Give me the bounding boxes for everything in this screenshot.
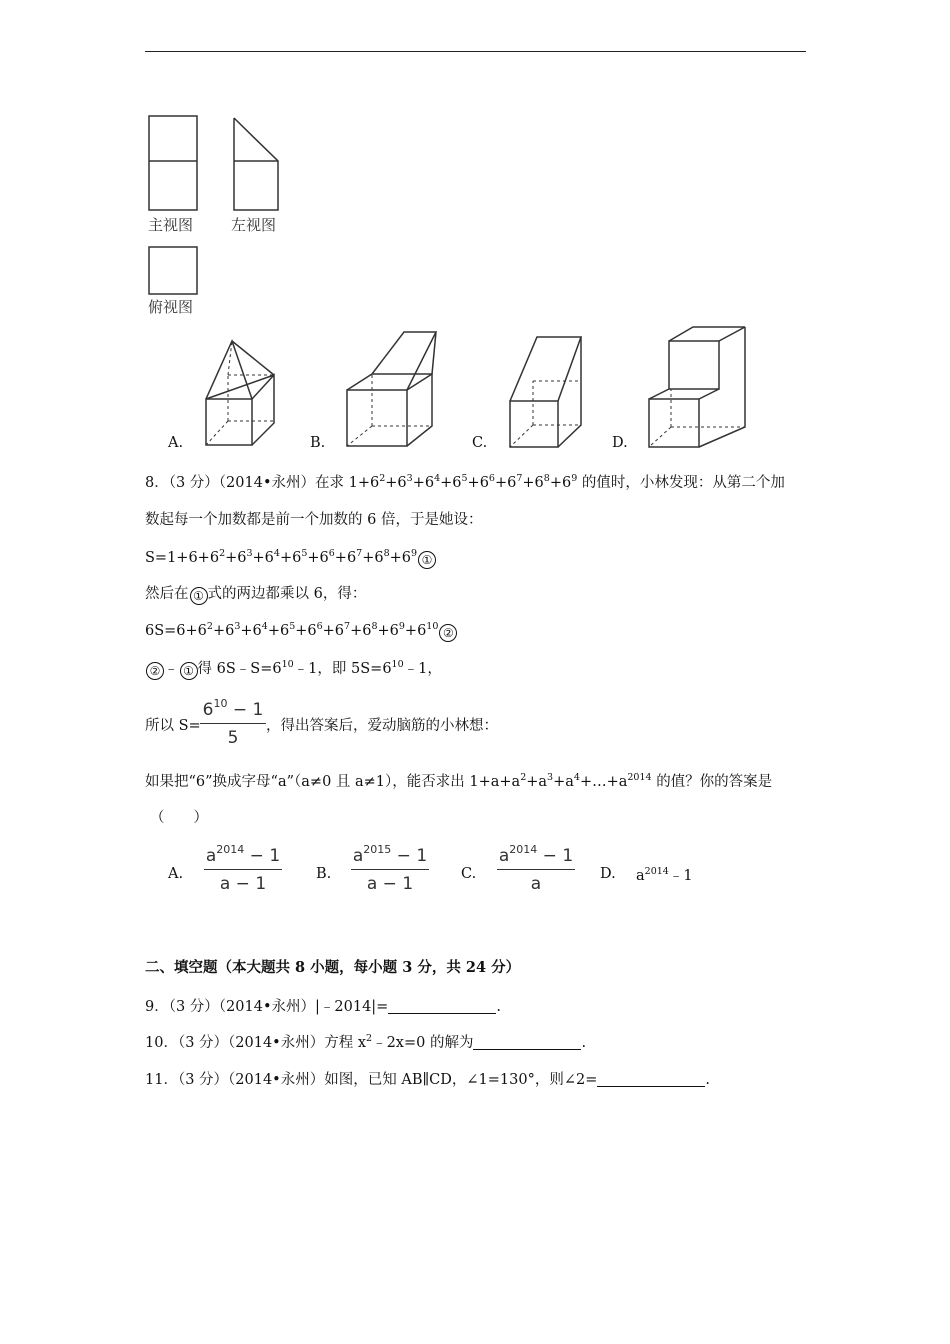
q8-line-7-post: ，得出答案后，爱动脑筋的小林想： — [266, 718, 498, 734]
q8-s-fraction: $6^{10} - 1$ 5 — [200, 700, 266, 748]
q8-option-a-label: A. — [168, 866, 184, 882]
q9-line: 9．（3 分）（2014•永州）|﹣2014|= . — [145, 999, 501, 1015]
q7-option-b-label: B. — [310, 435, 326, 451]
q7-option-c-label: C. — [472, 435, 488, 451]
left-view-label: 左视图 — [231, 216, 277, 234]
solid-option-b — [342, 328, 442, 450]
q9-answer-blank[interactable] — [388, 998, 496, 1014]
q11-line: 11．（3 分）（2014•永州）如图，已知 AB∥CD，∠1=130°，则∠2= . — [145, 1072, 710, 1088]
q8-line-1: 8．（3 分）（2014•永州）在求 $1+6^2+6^3+6^4+6^5+6^6+6^7+6^8+6^9$ 的值时，小林发现：从第二个加 — [145, 473, 785, 491]
header-rule — [145, 51, 806, 52]
front-view-label: 主视图 — [148, 216, 194, 234]
solid-option-a — [200, 335, 280, 450]
q11-answer-blank[interactable] — [597, 1071, 705, 1087]
q8-option-a-fraction: $a^{2014} - 1$ a − 1 — [205, 843, 281, 894]
q8-line-8: 如果把“6”换成字母“a”（a≠0 且 a≠1），能否求出 $1+a+a^2+a^3+a^4+\dots+a^{2014}$ 的值？你的答案是 — [145, 772, 773, 790]
left-view-figure — [230, 114, 282, 212]
q8-option-b-label: B. — [316, 866, 332, 882]
section-2-heading: 二、填空题（本大题共 8 小题，每小题 3 分，共 24 分） — [145, 959, 521, 976]
circle-two-marker: ② — [439, 624, 457, 642]
q8-option-d-expression: $a^{2014}﹣1$ — [636, 866, 693, 884]
q10-answer-blank[interactable] — [473, 1034, 581, 1050]
q7-option-a-label: A. — [168, 435, 184, 451]
circle-two-marker-ref: ② — [146, 662, 164, 680]
q8-option-c-fraction: $a^{2014} - 1$ a — [498, 843, 574, 894]
q7-option-d-label: D. — [612, 435, 628, 451]
q8-line-7-pre: 所以 S= — [145, 718, 201, 734]
q8-option-d-label: D. — [600, 866, 616, 882]
front-view-figure — [147, 114, 199, 212]
q8-s-definition: $S=1+6+6^2+6^3+6^4+6^5+6^6+6^7+6^8+6^9$ ① — [145, 548, 436, 569]
q8-6s-definition: $6S=6+6^2+6^3+6^4+6^5+6^6+6^7+6^8+6^9+6^{10}$ ② — [145, 621, 457, 642]
q8-option-b-fraction: $a^{2015} - 1$ a − 1 — [352, 843, 428, 894]
solid-option-d — [645, 323, 750, 451]
q8-line-2: 数起每一个加数都是前一个加数的 6 倍，于是她设： — [145, 512, 483, 528]
top-view-label: 俯视图 — [148, 298, 194, 316]
top-view-figure — [147, 245, 199, 297]
q10-line: 10．（3 分）（2014•永州）方程 $x^2﹣2x=0$ 的解为 . — [145, 1033, 587, 1051]
q8-subtraction-line: ② ﹣ ① 得 $6S﹣S=6^{10}﹣1$，即 $5S=6^{10}﹣1$， — [145, 659, 442, 680]
solid-option-c — [505, 333, 587, 451]
circle-one-marker-ref2: ① — [180, 662, 198, 680]
q8-option-c-label: C. — [461, 866, 477, 882]
circle-one-marker: ① — [418, 551, 436, 569]
circle-one-marker-ref: ① — [190, 587, 208, 605]
q8-line-4: 然后在 ① 式的两边都乘以 6，得： — [145, 586, 367, 603]
q8-answer-parens: （ ） — [150, 810, 208, 826]
